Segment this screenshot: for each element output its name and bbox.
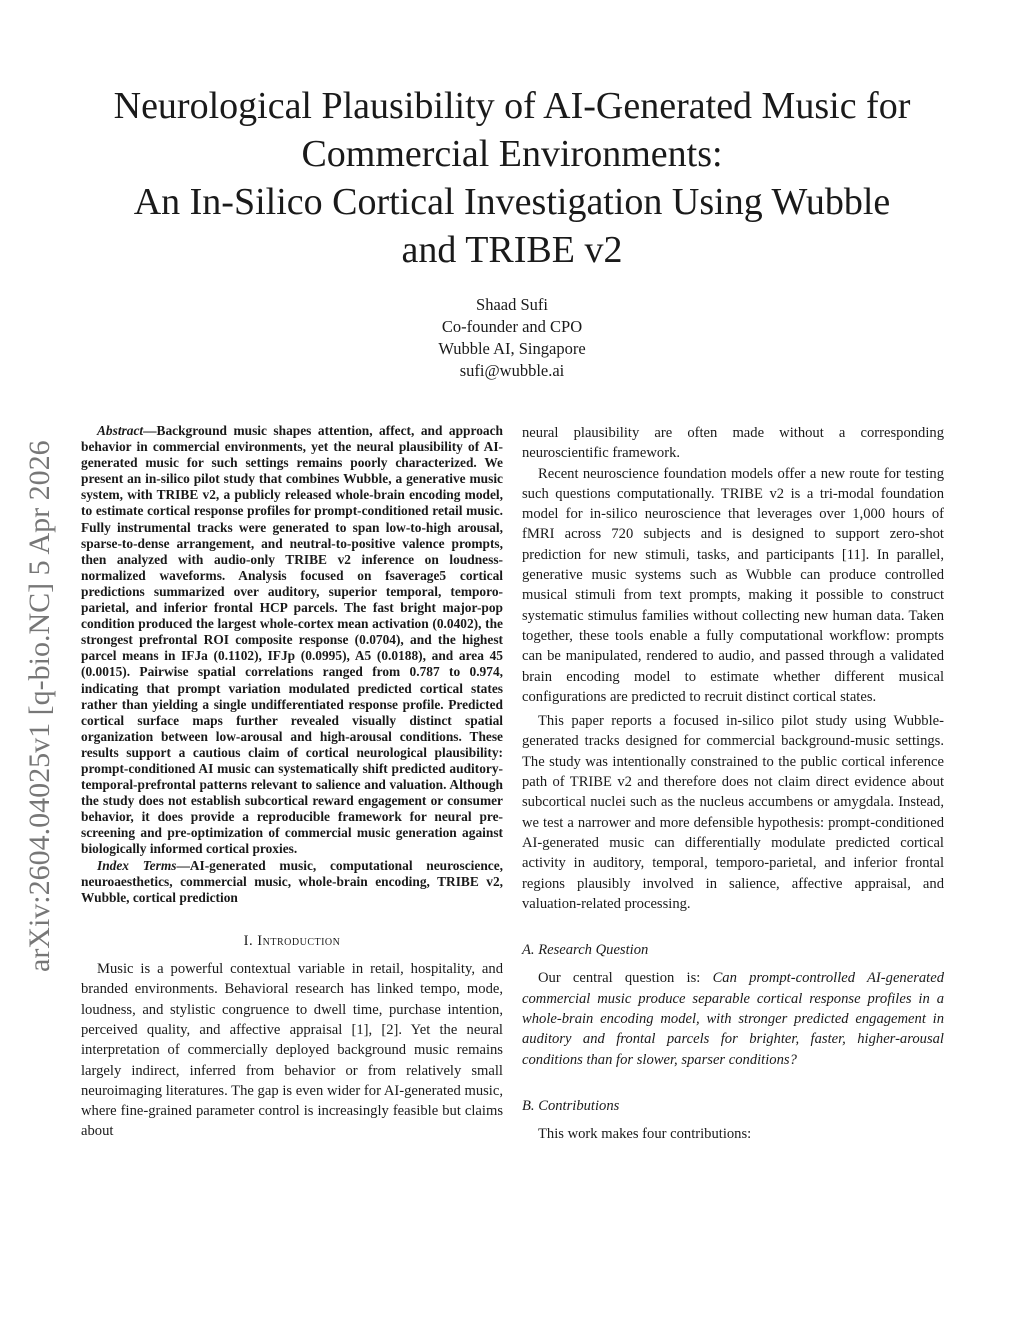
title-line-1: Neurological Plausibility of AI-Generated Music for bbox=[113, 85, 911, 127]
intro-paragraph: Music is a powerful contextual variable in retail, hospitality, and branded environments. Behavioral research has linked tempo, mode, loudness, and stylistic congruence to dwell time, purchase intention, perceived quality, and affective appraisal [1], [2]. Yet the neural interpretation of commercially deployed background music remains largely indirect, inferred from behavior or from relatively small neuroimaging literatures. The gap is even wider for AI-generated music, where fine-grained parameter control is increasingly feasible but claims about bbox=[81, 961, 503, 1140]
intro-paragraph-2: Recent neuroscience foundation models offer a new route for testing such questions computationally. TRIBE v2 is a tri-modal foundation model for in-silico neuroscience that leverages over 1,000 hours of fMRI across 720 subjects and is designed to support zero-shot prediction for new stimuli, tasks, and participants [11]. In parallel, generative music systems such as Wubble can produce controlled musical stimuli from text prompts, making it possible to construct systematic stimulus families without collecting new human data. Taken together, these tools enable a fully computational workflow: prompts can be manipulated, rendered to audio, and passed through a validated brain encoding model to estimate whether different musical configurations are predicted to recruit distinct cortical states. bbox=[522, 465, 944, 705]
section-title: Introduction bbox=[257, 932, 341, 949]
research-question-text: Can prompt-controlled AI-generated commercial music produce separable cortical response profiles in a whole-brain encoding model, with stronger predicted engagement in auditory and frontal parcels for brighter, faster, higher-arousal conditions than for slower, sparser conditions? bbox=[522, 970, 944, 1068]
section-numeral: I. bbox=[243, 932, 254, 949]
author-name: Shaad Sufi bbox=[476, 295, 548, 314]
abstract-label: Abstract bbox=[97, 423, 144, 438]
title-line-4: and TRIBE v2 bbox=[401, 229, 623, 271]
research-question-paragraph bbox=[522, 968, 944, 1069]
arxiv-stamp: arXiv:2604.04025v1 [q-bio.NC] 5 Apr 2026 bbox=[23, 440, 56, 972]
author-email[interactable]: sufi@wubble.ai bbox=[459, 361, 565, 380]
index-terms-label: Index Terms bbox=[97, 857, 177, 873]
research-question-lead: Our central question is: bbox=[538, 970, 713, 987]
subsection-heading-contributions: B. Contributions bbox=[522, 1097, 620, 1114]
right-column bbox=[522, 423, 944, 1145]
intro-continuation: neural plausibility are often made without a corresponding neuroscientific framework. bbox=[522, 425, 944, 462]
author-affiliation: Wubble AI, Singapore bbox=[438, 339, 586, 358]
subsection-heading-research-question: A. Research Question bbox=[522, 942, 649, 959]
left-column bbox=[81, 423, 503, 1142]
author-block bbox=[312, 294, 712, 382]
index-terms: Index Terms—AI-generated music, computational neuroscience, neuroaesthetics, commercial music, whole-brain encoding, TRIBE v2, Wubble, cortical prediction bbox=[81, 857, 503, 905]
abstract: Abstract—Background music shapes attention, affect, and approach behavior in commercial environments, yet the neural plausibility of AI-generated music for such settings remains poorly characterized. We present an in-silico pilot study that combines Wubble, a generative music system, with TRIBE v2, a publicly released whole-brain encoding model, to estimate cortical response profiles for prompt-conditioned retail music. Fully instrumental tracks were generated to span low-to-high arousal, sparse-to-dense arrangement, and neutral-to-positive valence prompts, then analyzed with audio-only TRIBE v2 inference on loudness-normalized waveforms. Analysis focused on fsaverage5 cortical predictions summarized over auditory, superior temporal, temporo-parietal, and inferior frontal HCP parcels. The fast bright major-pop condition produced the largest whole-cortex mean activation (0.0402), the strongest prefrontal ROI composite response (0.0704), and the highest parcel means in IFJa (0.1102), IFJp (0.0995), A5 (0.0188), and area 45 (0.0015). Pairwise spatial correlations ranged from 0.787 to 0.974, indicating that prompt variation modulated predicted cortical states rather than yielding a single undifferentiated response profile. Predicted cortical surface maps further revealed visually distinct spatial organization between low-arousal and high-arousal conditions. These results support a cautious claim of cortical neurological plausibility: prompt-conditioned AI music can systematically shift predicted auditory-temporal-prefrontal patterns relevant to salience and valuation. Although the study does not establish subcortical reward engagement or consumer behavior, it does provide a reproducible framework for neural pre-screening and pre-optimization of commercial music generation against biologically informed cortical proxies. bbox=[81, 423, 503, 857]
intro-paragraph-3: This paper reports a focused in-silico pilot study using Wubble-generated tracks designed for commercial background-music settings. The study was intentionally constrained to the public cortical inference path of TRIBE v2 and therefore does not claim direct evidence about subcortical nuclei such as the nucleus accumbens or amygdala. Instead, we test a narrower and more defensible hypothesis: prompt-conditioned AI-generated music can differentially modulate predicted cortical activity in auditory, temporal, temporo-parietal, and inferior frontal regions plausibly involved in salience, affective appraisal, and valuation-related processing. bbox=[522, 713, 944, 912]
section-heading-introduction bbox=[81, 931, 503, 951]
title-line-2: Commercial Environments: bbox=[301, 133, 723, 175]
title-line-3: An In-Silico Cortical Investigation Using Wubble bbox=[133, 181, 891, 223]
abstract-text: Background music shapes attention, affect, and approach behavior in commercial environments, yet the neural plausibility of AI-generated music for such settings remains poorly characterized. We present an in-silico pilot study that combines Wubble, a generative music system, with TRIBE v2, a publicly released whole-brain encoding model, to estimate cortical response profiles for prompt-conditioned retail music. Fully instrumental tracks were generated to span low-to-high arousal, sparse-to-dense arrangement, and neutral-to-positive valence prompts, then analyzed with audio-only TRIBE v2 inference on loudness-normalized waveforms. Analysis focused on fsaverage5 cortical predictions summarized over auditory, superior temporal, temporo-parietal, and inferior frontal HCP parcels. The fast bright major-pop condition produced the largest whole-cortex mean activation (0.0402), the strongest prefrontal ROI composite response (0.0704), and the highest parcel means in IFJa (0.1102), IFJp (0.0995), A5 (0.0188), and area 45 (0.0015). Pairwise spatial correlations ranged from 0.787 to 0.974, indicating that prompt variation modulated predicted cortical states rather than yielding a single undifferentiated response profile. Predicted cortical surface maps further revealed visually distinct spatial organization between low-arousal and high-arousal conditions. These results support a cautious claim of cortical neurological plausibility: prompt-conditioned AI music can systematically shift predicted auditory-temporal-prefrontal patterns relevant to salience and valuation. Although the study does not establish subcortical reward engagement or consumer behavior, it does provide a reproducible framework for neural pre-screening and pre-optimization of commercial music generation against biologically informed cortical proxies. bbox=[81, 423, 503, 857]
contributions-paragraph: This work makes four contributions: bbox=[538, 1126, 752, 1143]
index-terms-text: AI-generated music, computational neuroscience, neuroaesthetics, commercial music, whole-brain encoding, TRIBE v2, Wubble, cortical prediction bbox=[81, 857, 503, 905]
paper-title bbox=[60, 82, 964, 274]
author-role: Co-founder and CPO bbox=[441, 317, 583, 336]
